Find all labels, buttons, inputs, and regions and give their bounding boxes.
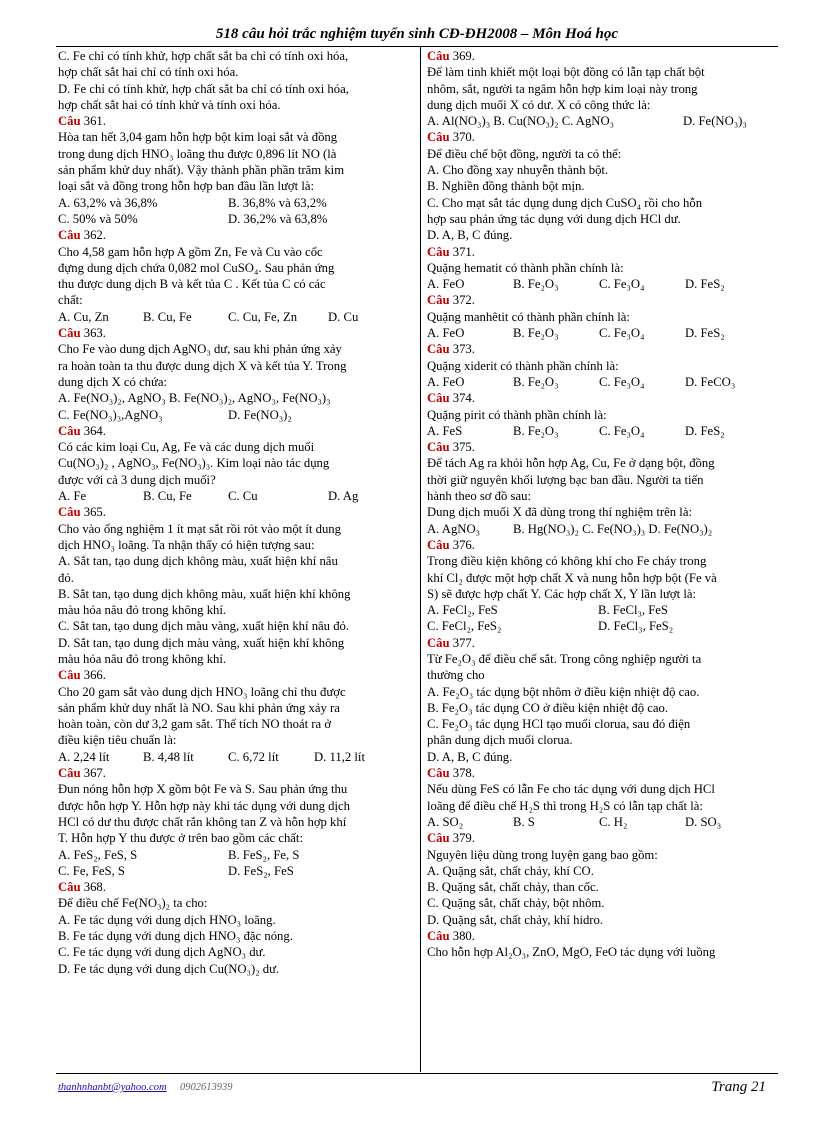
question-label: Câu	[427, 130, 450, 145]
option-d: D. Ag	[328, 489, 359, 504]
question-number: 374.	[452, 391, 475, 406]
option-a: A. Fe	[58, 489, 87, 504]
option-a: A. FeS₂, FeS, S	[58, 847, 138, 862]
question-heading	[427, 537, 779, 553]
text-line: khí Cl₂ được một hợp chất X và nung hỗn hợp bột (Fe và	[427, 570, 717, 585]
option-c: C. Cu	[228, 489, 258, 504]
text-line: S) sẽ được hợp chất Y. Các hợp chất X, Y lần lượt là:	[427, 586, 697, 601]
option-d: D. FeS₂	[685, 423, 725, 438]
question-370	[427, 129, 779, 243]
question-heading	[427, 830, 779, 846]
question-number: 369.	[452, 49, 475, 63]
question-label: Câu	[427, 49, 450, 63]
text-line: thu được dung dịch B và kết tủa C . Kết tủa C có các	[58, 277, 326, 292]
question-360-tail	[58, 48, 410, 113]
question-number: 373.	[452, 342, 475, 357]
text-line: dịch HNO₃ loãng. Ta nhận thấy có hiện tượng sau:	[58, 537, 315, 552]
question-heading	[58, 667, 410, 683]
question-heading	[427, 244, 779, 260]
option-b: B. Fe₂O₃	[513, 374, 559, 389]
text-line: D. Fe chỉ có tính khử, hợp chất sắt ba chỉ có tính oxi hóa,	[58, 81, 349, 96]
question-label: Câu	[58, 114, 81, 129]
question-heading	[58, 879, 410, 895]
text-line: thường cho	[427, 668, 485, 683]
text-line: D. Fe tác dụng với dung dịch Cu(NO₃)₂ dư.	[58, 961, 280, 976]
question-heading	[427, 390, 779, 406]
text-line: A. Quặng sắt, chất chảy, khí CO.	[427, 863, 594, 878]
text-line: A. Fe₂O₃ tác dụng bột nhôm ở điều kiện nhiệt độ cao.	[427, 684, 700, 699]
text-line: Cho vào ống nghiệm 1 ít mạt sắt rồi rót vào một ít dung	[58, 521, 341, 536]
question-375	[427, 439, 779, 537]
option-a: A. FeO	[427, 277, 465, 292]
question-number: 363.	[83, 326, 106, 341]
text-line: Trong điều kiện không có không khí cho Fe cháy trong	[427, 554, 707, 569]
option-a: A. AgNO₃	[427, 521, 481, 536]
text-line: Cho 20 gam sắt vào dung dịch HNO₃ loãng chỉ thu được	[58, 684, 346, 699]
option-b-c-d: B. Hg(NO₃)₂ C. Fe(NO₃)₃ D. Fe(NO₃)₂	[513, 521, 713, 536]
option-d: D. FeCO₃	[685, 374, 736, 389]
text-line: điều kiện tiêu chuẩn là:	[58, 733, 177, 748]
text-line: A. Cho đồng xay nhuyễn thành bột.	[427, 163, 609, 178]
question-label: Câu	[58, 880, 81, 895]
option-b: B. S	[513, 814, 535, 829]
question-heading	[427, 439, 779, 455]
question-number: 370.	[452, 130, 475, 145]
question-378	[427, 765, 779, 830]
option-c: C. Fe₃O₄	[599, 277, 645, 292]
option-d: D. FeCl₃, FeS₂	[598, 619, 674, 634]
text-line: thời giữ nguyên khối lượng bạc ban đầu. Người ta tiến	[427, 472, 704, 487]
question-label: Câu	[427, 766, 450, 781]
option-c: C. Fe₃O₄	[599, 423, 645, 438]
question-number: 379.	[452, 831, 475, 846]
column-divider	[420, 47, 421, 1072]
option-b: B. Cu, Fe	[143, 309, 192, 324]
page-header	[56, 22, 778, 47]
option-a: A. Cu, Zn	[58, 309, 109, 324]
text-line: C. Fe chỉ có tính khử, hợp chất sắt ba chỉ có tính oxi hóa,	[58, 49, 349, 63]
text-line: Cho Fe vào dung dịch AgNO₃ dư, sau khi phản ứng xảy	[58, 342, 342, 357]
option-a-b: A. Fe(NO₃)₂, AgNO₃ B. Fe(NO₃)₂, AgNO₃, Fe(NO₃)₃	[58, 391, 331, 406]
text-line: B. Fe₂O₃ tác dụng CO ở điều kiện nhiệt độ cao.	[427, 700, 669, 715]
option-c: C. Cu, Fe, Zn	[228, 309, 298, 324]
text-line: hợp chất sắt hai chỉ có tính oxi hóa.	[58, 65, 239, 80]
question-361	[58, 113, 410, 227]
question-heading	[58, 423, 410, 439]
question-label: Câu	[58, 668, 81, 683]
question-label: Câu	[427, 293, 450, 308]
option-c: C. 6,72 lít	[228, 749, 279, 764]
question-heading	[427, 765, 779, 781]
option-a-b-c: A. Al(NO₃)₃ B. Cu(NO₃)₂ C. AgNO₃	[427, 114, 615, 129]
text-line: hoàn toàn, còn dư 3,2 gam sắt. Thể tích NO thoát ra ở	[58, 717, 332, 732]
question-label: Câu	[58, 228, 81, 243]
text-line: màu hóa nâu đỏ trong không khí.	[58, 603, 227, 618]
page-number: Trang 21	[711, 1079, 766, 1095]
question-label: Câu	[427, 831, 450, 846]
option-b: B. Fe₂O₃	[513, 326, 559, 341]
question-label: Câu	[427, 440, 450, 455]
left-column	[58, 48, 410, 977]
text-line: sản phẩm khử duy nhất là NO. Sau khi phản ứng xảy ra	[58, 700, 340, 715]
text-line: Cu(NO₃)₂ , AgNO₃, Fe(NO₃)₃. Kim loại nào tác dụng	[58, 456, 330, 471]
question-number: 375.	[452, 440, 475, 455]
text-line: Cho hỗn hợp Al₂O₃, ZnO, MgO, FeO tác dụng với luồng	[427, 945, 716, 960]
text-line: D. A, B, C đúng.	[427, 228, 513, 243]
question-heading	[427, 635, 779, 651]
footer-phone: 0902613939	[180, 1082, 233, 1093]
text-line: D. A, B, C đúng.	[427, 749, 513, 764]
question-label: Câu	[58, 505, 81, 520]
text-line: Từ Fe₂O₃ để điều chế sắt. Trong công nghiệp người ta	[427, 651, 702, 666]
question-364	[58, 423, 410, 504]
text-line: C. Sắt tan, tạo dung dịch màu vàng, xuất hiện khí nâu đỏ.	[58, 619, 350, 634]
text-line: Nguyên liệu dùng trong luyện gang bao gồm:	[427, 847, 658, 862]
option-b: B. FeS₂, Fe, S	[228, 847, 300, 862]
question-362	[58, 227, 410, 325]
option-a: A. FeO	[427, 326, 465, 341]
text-line: Có các kim loại Cu, Ag, Fe và các dung dịch muối	[58, 440, 315, 455]
option-d: D. FeS₂	[685, 326, 725, 341]
question-label: Câu	[427, 635, 450, 650]
text-line: chất:	[58, 293, 83, 308]
option-b: B. Fe₂O₃	[513, 277, 559, 292]
text-line: A. Sắt tan, tạo dung dịch không màu, xuất hiện khí nâu	[58, 554, 338, 569]
question-369	[427, 48, 779, 129]
text-line: B. Quặng sắt, chất chảy, than cốc.	[427, 880, 599, 895]
text-line: trong dung dịch HNO₃ loãng thu được 0,896 lít NO (là	[58, 146, 337, 161]
option-d: D. 36,2% và 63,8%	[228, 211, 328, 226]
text-line: màu hóa nâu đỏ trong không khí.	[58, 651, 227, 666]
text-line: hợp chất sắt hai có tính khử và tính oxi hóa.	[58, 97, 281, 112]
option-a: A. 63,2% và 36,8%	[58, 195, 158, 210]
text-line: D. Sắt tan, tạo dung dịch màu vàng, xuất hiện khí không	[58, 635, 345, 650]
option-a: A. FeS	[427, 423, 463, 438]
question-label: Câu	[427, 342, 450, 357]
option-d: D. 11,2 lít	[314, 749, 365, 764]
question-heading	[58, 765, 410, 781]
footer-email-link[interactable]: thanhnhanbt@yahoo.com	[58, 1082, 167, 1093]
header-title: 518 câu hỏi trắc nghiệm tuyển sinh CĐ-ĐH2008 – Môn Hoá học	[215, 26, 619, 42]
text-line: Quặng xiderit có thành phần chính là:	[427, 358, 619, 373]
question-label: Câu	[427, 244, 450, 259]
question-number: 364.	[83, 423, 106, 438]
text-line: Để tách Ag ra khỏi hỗn hợp Ag, Cu, Fe ở dạng bột, đồng	[427, 456, 715, 471]
question-number: 376.	[452, 537, 475, 552]
question-number: 368.	[83, 880, 106, 895]
question-number: 377.	[452, 635, 475, 650]
text-line: Đun nóng hỗn hợp X gồm bột Fe và S. Sau phản ứng thu	[58, 782, 348, 797]
option-c: C. Fe₃O₄	[599, 374, 645, 389]
text-line: Nếu dùng FeS có lẫn Fe cho tác dụng với dung dịch HCl	[427, 782, 715, 797]
question-heading	[58, 325, 410, 341]
text-line: C. Fe₂O₃ tác dụng HCl tạo muối clorua, sau đó điện	[427, 717, 691, 732]
option-b: B. 36,8% và 63,2%	[228, 195, 327, 210]
question-363	[58, 325, 410, 423]
question-heading	[427, 341, 779, 357]
question-heading	[427, 129, 779, 145]
question-label: Câu	[58, 766, 81, 781]
option-b: B. Fe₂O₃	[513, 423, 559, 438]
question-365	[58, 504, 410, 667]
text-line: dung dịch muối X có dư. X có công thức là:	[427, 97, 651, 112]
footer-rule	[56, 1073, 778, 1074]
option-d: D. FeS₂	[685, 277, 725, 292]
question-heading	[58, 113, 410, 129]
text-line: loại sắt và đồng trong hỗn hợp ban đầu lần lượt là:	[58, 179, 315, 194]
question-number: 372.	[452, 293, 475, 308]
question-number: 362.	[83, 228, 106, 243]
option-c: C. H₂	[599, 814, 628, 829]
question-label: Câu	[427, 537, 450, 552]
text-line: phân dung dịch muối clorua.	[427, 733, 573, 748]
question-label: Câu	[427, 391, 450, 406]
text-line: đựng dung dịch chứa 0,082 mol CuSO₄. Sau phản ứng	[58, 260, 335, 275]
option-d: D. Cu	[328, 309, 359, 324]
question-number: 365.	[83, 505, 106, 520]
question-377	[427, 635, 779, 765]
text-line: được hỗn hợp Y. Hỗn hợp này khi tác dụng với dung dịch	[58, 798, 351, 813]
question-heading	[427, 48, 779, 64]
option-d: D. FeS₂, FeS	[228, 863, 294, 878]
question-376	[427, 537, 779, 635]
option-a: A. 2,24 lít	[58, 749, 110, 764]
question-number: 378.	[452, 766, 475, 781]
question-373	[427, 341, 779, 390]
question-368	[58, 879, 410, 977]
question-372	[427, 292, 779, 341]
right-column	[427, 48, 779, 961]
question-heading	[58, 227, 410, 243]
text-line: Để điều chế bột đồng, người ta có thể:	[427, 146, 622, 161]
text-line: Cho 4,58 gam hỗn hợp A gồm Zn, Fe và Cu vào cốc	[58, 244, 323, 259]
option-c: C. 50% và 50%	[58, 211, 138, 226]
text-line: HCl có dư thu được chất rắn không tan Z và hỗn hợp khí	[58, 814, 347, 829]
text-line: hợp sau phản ứng tác dụng với dung dịch HCl dư.	[427, 211, 681, 226]
question-374	[427, 390, 779, 439]
question-371	[427, 244, 779, 293]
text-line: Dung dịch muối X đã dùng trong thí nghiệm trên là:	[427, 505, 692, 520]
text-line: B. Sắt tan, tạo dung dịch không màu, xuất hiện khí không	[58, 586, 351, 601]
option-b: B. 4,48 lít	[143, 749, 194, 764]
text-line: nhôm, sắt, người ta ngâm hỗn hợp kim loại này trong	[427, 81, 698, 96]
text-line: C. Fe tác dụng với dung dịch AgNO₃ dư.	[58, 945, 266, 960]
text-line: sản phẩm khử duy nhất). Vậy thành phần phần trăm kim	[58, 163, 345, 178]
text-line: Để điều chế Fe(NO₃)₂ ta cho:	[58, 896, 208, 911]
question-number: 367.	[83, 766, 106, 781]
text-line: T. Hỗn hợp Y thu được ở trên bao gồm các chất:	[58, 831, 303, 846]
text-line: Quặng hematit có thành phần chính là:	[427, 260, 624, 275]
option-a: A. FeO	[427, 374, 465, 389]
option-a: A. FeCl₂, FeS	[427, 603, 498, 618]
option-c: C. Fe, FeS, S	[58, 863, 125, 878]
question-366	[58, 667, 410, 765]
option-c: C. Fe₃O₄	[599, 326, 645, 341]
option-c: C. FeCl₂, FeS₂	[427, 619, 502, 634]
text-line: B. Nghiền đồng thành bột mịn.	[427, 179, 585, 194]
option-d: D. Fe(NO₃)₃	[683, 114, 747, 129]
option-a: A. SO₂	[427, 814, 464, 829]
text-line: loãng để điều chế H₂S thì trong H₂S có lẫn tạp chất là:	[427, 798, 703, 813]
option-c: C. Fe(NO₃)₃,AgNO₃	[58, 407, 163, 422]
text-line: Để làm tinh khiết một loại bột đồng có lẫn tạp chất bột	[427, 65, 705, 80]
option-b: B. Cu, Fe	[143, 489, 192, 504]
question-label: Câu	[427, 929, 450, 944]
question-heading	[58, 504, 410, 520]
question-379	[427, 830, 779, 928]
text-line: Hòa tan hết 3,04 gam hỗn hợp bột kim loại sắt và đồng	[58, 130, 338, 145]
text-line: C. Cho mạt sắt tác dụng dung dịch CuSO₄ rồi cho hỗn	[427, 195, 703, 210]
text-line: hành theo sơ đồ sau:	[427, 489, 531, 504]
text-line: ra hoàn toàn ta thu được dung dịch X và kết tủa Y. Trong	[58, 358, 347, 373]
question-label: Câu	[58, 423, 81, 438]
text-line: B. Fe tác dụng với dung dịch HNO₃ đặc nóng.	[58, 929, 293, 944]
question-number: 366.	[83, 668, 106, 683]
option-b: B. FeCl₃, FeS	[598, 603, 668, 618]
question-number: 361.	[83, 114, 106, 129]
option-d: D. SO₃	[685, 814, 722, 829]
question-heading	[427, 292, 779, 308]
question-367	[58, 765, 410, 879]
question-number: 380.	[452, 929, 475, 944]
question-380	[427, 928, 779, 961]
text-line: đỏ.	[58, 570, 74, 585]
text-line: được với cả 3 dung dịch muối?	[58, 472, 216, 487]
text-line: Quặng manhêtit có thành phần chính là:	[427, 309, 630, 324]
question-label: Câu	[58, 326, 81, 341]
text-line: dung dịch X có chứa:	[58, 374, 168, 389]
text-line: Quặng pirit có thành phần chính là:	[427, 407, 607, 422]
question-number: 371.	[452, 244, 475, 259]
text-line: C. Quặng sắt, chất chảy, bột nhôm.	[427, 896, 605, 911]
text-line: A. Fe tác dụng với dung dịch HNO₃ loãng.	[58, 912, 276, 927]
question-heading	[427, 928, 779, 944]
text-line: D. Quặng sắt, chất chảy, khí hidro.	[427, 912, 604, 927]
option-d: D. Fe(NO₃)₂	[228, 407, 292, 422]
